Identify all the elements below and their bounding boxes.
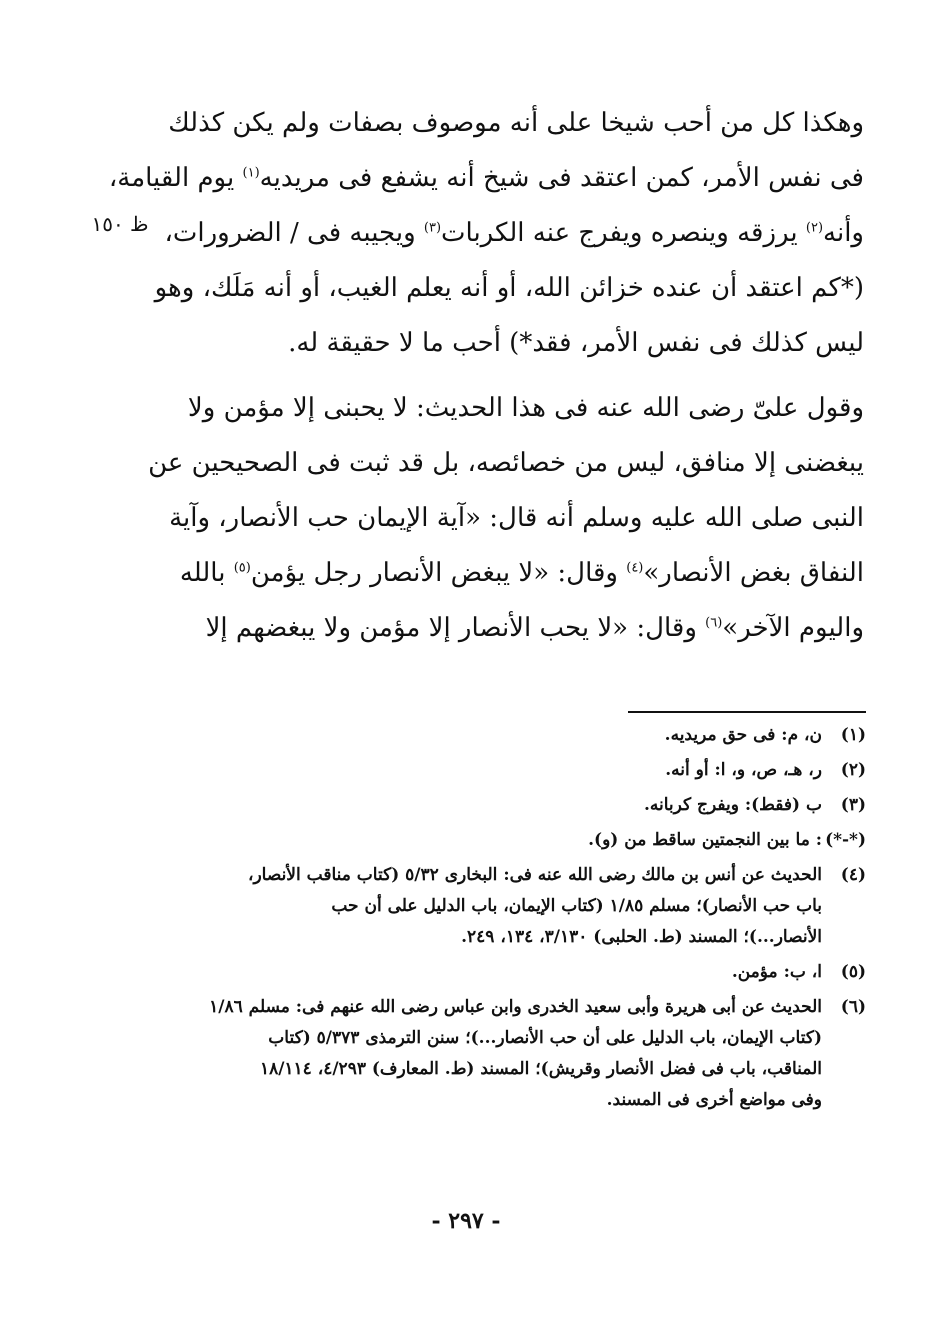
footnotes [160,720,866,1116]
text-line: النفاق بغض الأنصار»$^{(٤)}$ وقال: «لا يبغض الأنصار رجل يؤمن$^{(٥)}$ بالله [179,558,864,588]
footnote [160,825,866,856]
text-line: وقول علىّ رضى الله عنه فى هذا الحديث: لا يحبنى إلا مؤمن ولا [187,393,864,423]
text-line: ليس كذلك فى نفس الأمر، فقد*) أحب ما لا حقيقة له. [288,328,864,358]
footnote-text: ب (فقط): ويفرج كربانه. [643,795,822,815]
footnote-text: : ما بين النجمتين ساقط من (و). [588,830,822,850]
footnote-text: ن، م: فى حق مريديه. [664,725,822,745]
footnote [160,755,866,786]
paragraph [148,381,864,656]
text-line: واليوم الآخر»$^{(٦)}$ وقال: «لا يحب الأنصار إلا مؤمن ولا يبغضهم إلا [205,613,864,643]
footnote-number: (٢) [840,760,866,780]
margin-folio-note: ظ ١٥٠ [91,212,149,236]
footnote [160,992,866,1116]
footnote-number: (٤) [840,865,866,885]
footnote-text: الحديث عن أبى هريرة وأبى سعيد الخدرى وابن عباس رضى الله عنهم فى: مسلم ١/٨٦ (كتاب الإيمان، باب الدليل على أن حب الأنصار...)؛ سنن الترمذى ٥/٣٧٣ (كتاب المناقب، باب فى فضل الأنصار وقريش)؛ المسند (ط. المعارف) ٤/٢٩٣، ١٨/١١٤ وفى مواضع أخرى فى المسند. [209,997,822,1110]
page-number: - ٢٩٧ - [431,1208,501,1234]
footnote [160,860,866,953]
footnote-ref: (١) [242,165,260,181]
footnote-ref: (٣) [423,220,442,236]
footnote [160,720,866,751]
footnote-number: (٦) [840,997,866,1017]
footnote-text: الحديث عن أنس بن مالك رضى الله عنه فى: البخارى ٥/٣٢ (كتاب مناقب الأنصار، باب حب الأنصار)؛ مسلم ١/٨٥ (كتاب الإيمان، باب الدليل على أن حب الأنصار...)؛ المسند (ط. الحلبى) ٣/١٣٠، ١٣٤، ٢٤٩. [247,865,822,947]
footnote-text: ر، هـ، ص، و، ا: أو أنه. [665,760,822,780]
footnote-separator [628,711,866,713]
text-line: (*كم اعتقد أن عنده خزائن الله، أو أنه يعلم الغيب، أو أنه مَلَك، وهو [154,273,864,303]
text-line: وهكذا كل من أحب شيخا على أنه موصوف بصفات ولم يكن كذلك [168,108,864,138]
footnote-text: ا، ب: مؤمن. [731,962,822,982]
text-line: يبغضنى إلا منافق، ليس من خصائصه، بل قد ثبت فى الصحيحين عن [148,448,864,478]
footnote-ref: (٤) [626,560,644,576]
footnote-number: (١) [840,725,866,745]
text-line: وأنه$^{(٢)}$ يرزقه وينصره ويفرج عنه الكربات$^{(٣)}$ ويجيبه فى / الضرورات، [164,218,864,248]
footnote [160,957,866,988]
footnote-ref: (٥) [233,560,251,576]
footnote-number: (*-*) [825,830,866,850]
footnote-number: (٣) [840,795,866,815]
text-line: النبى صلى الله عليه وسلم أنه قال: «آية الإيمان حب الأنصار، وآية [169,503,864,533]
text-line: فى نفس الأمر، كمن اعتقد فى شيخ أنه يشفع فى مريديه$^{(١)}$ يوم القيامة، [108,163,864,193]
footnote [160,790,866,821]
footnote-number: (٥) [840,962,866,982]
footnote-ref: (٦) [705,615,723,631]
footnote-ref: (٢) [805,220,824,236]
